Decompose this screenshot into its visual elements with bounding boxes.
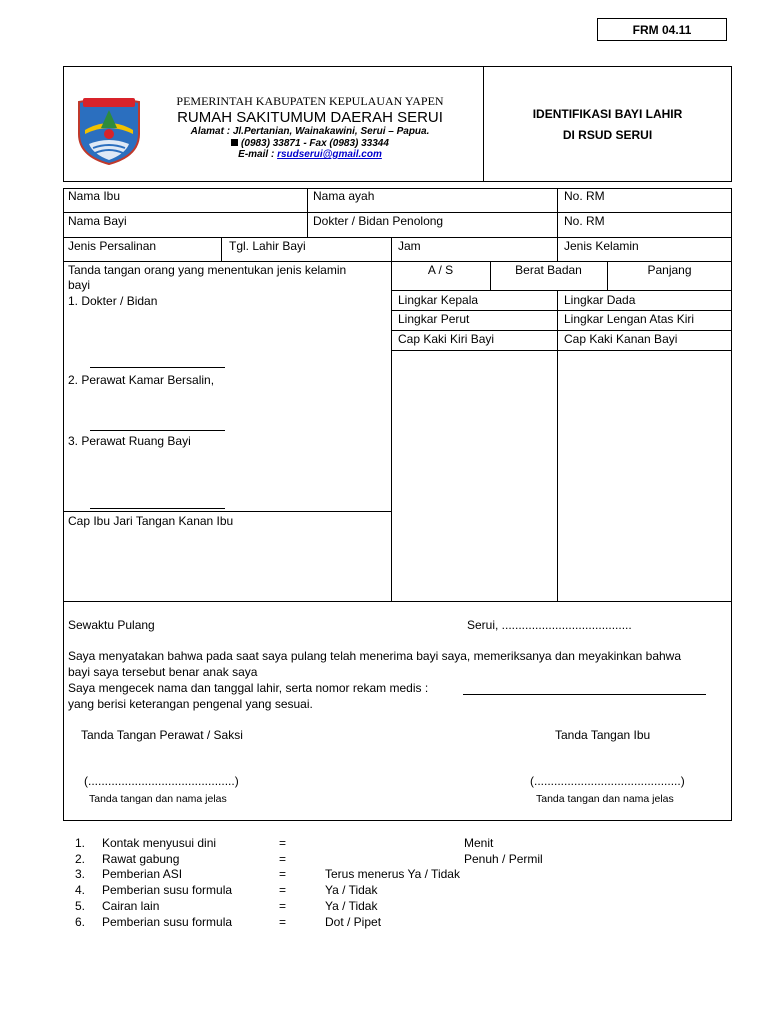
form-title-line1: IDENTIFIKASI BAYI LAHIR xyxy=(532,107,683,121)
sign-item-2: 2. Perawat Kamar Bersalin, xyxy=(68,373,215,387)
list-item-label: Kontak menyusui dini xyxy=(102,836,217,850)
hospital-email-line xyxy=(150,149,470,161)
list-item-value: Dot / Pipet xyxy=(325,915,382,929)
list-item-eq: = xyxy=(279,883,287,897)
sign-intro: Tanda tangan orang yang menentukan jenis kelamin xyxy=(68,263,347,277)
list-item-num: 1. xyxy=(75,836,86,850)
label-lingkar-perut: Lingkar Perut xyxy=(398,312,470,326)
discharge-title: Sewaktu Pulang xyxy=(68,618,155,632)
label-panjang: Panjang xyxy=(647,263,692,277)
government-name: PEMERINTAH KABUPATEN KEPULAUAN YAPEN xyxy=(176,94,444,108)
label-lingkar-lengan: Lingkar Lengan Atas Kiri xyxy=(564,312,695,326)
form-title-line2: DI RSUD SERUI xyxy=(562,128,653,142)
phone-icon xyxy=(231,139,238,146)
regency-logo-icon xyxy=(73,94,145,166)
hospital-address: Alamat : Jl.Pertanian, Wainakawini, Serui – Papua. xyxy=(190,126,430,137)
sign-intro-2: bayi xyxy=(68,278,91,292)
label-no-rm-2: No. RM xyxy=(564,214,605,228)
discharge-statement-1: Saya menyatakan bahwa pada saat saya pulang telah menerima bayi saya, memeriksanya dan meyakinkan bahwa xyxy=(68,649,682,663)
list-item-label: Pemberian ASI xyxy=(102,867,183,881)
list-item-num: 3. xyxy=(75,867,86,881)
list-item-value: Penuh / Permil xyxy=(464,852,543,866)
signature-line-2[interactable] xyxy=(90,430,225,431)
list-item-value: Ya / Tidak xyxy=(325,899,378,913)
form-code: FRM 04.11 xyxy=(632,23,692,37)
label-lingkar-kepala: Lingkar Kepala xyxy=(398,293,479,307)
sig-mother-dots[interactable]: (............................................) xyxy=(530,774,685,788)
list-item-label: Pemberian susu formula xyxy=(102,883,233,897)
label-as: A / S xyxy=(427,263,454,277)
signature-line-3[interactable] xyxy=(90,508,225,509)
sign-item-3: 3. Perawat Ruang Bayi xyxy=(68,434,191,448)
label-no-rm-1: No. RM xyxy=(564,189,605,203)
label-nama-ayah: Nama ayah xyxy=(313,189,375,203)
email-label: E-mail : xyxy=(238,149,275,160)
discharge-statement-4: yang berisi keterangan pengenal yang sesuai. xyxy=(68,697,313,711)
list-item-num: 4. xyxy=(75,883,86,897)
label-nama-ibu: Nama Ibu xyxy=(68,189,121,203)
form-main-box xyxy=(63,188,732,821)
discharge-statement-2: bayi saya tersebut benar anak saya xyxy=(68,665,258,679)
label-berat-badan: Berat Badan xyxy=(515,263,582,277)
list-item-eq: = xyxy=(279,915,287,929)
list-item-num: 5. xyxy=(75,899,86,913)
list-item-label: Pemberian susu formula xyxy=(102,915,233,929)
list-item-label: Rawat gabung xyxy=(102,852,180,866)
email-link[interactable]: rsudserui@gmail.com xyxy=(277,149,382,160)
sig-nurse-caption: Tanda tangan dan nama jelas xyxy=(89,793,227,805)
label-jenis-kelamin: Jenis Kelamin xyxy=(564,239,639,253)
label-tgl-lahir: Tgl. Lahir Bayi xyxy=(229,239,306,253)
label-lingkar-dada: Lingkar Dada xyxy=(564,293,636,307)
rm-number-line[interactable] xyxy=(463,694,706,695)
label-cap-kaki-kiri: Cap Kaki Kiri Bayi xyxy=(398,332,495,346)
sig-mother-caption: Tanda tangan dan nama jelas xyxy=(536,793,674,805)
label-dokter-bidan: Dokter / Bidan Penolong xyxy=(313,214,444,228)
label-jam: Jam xyxy=(398,239,421,253)
list-item-eq: = xyxy=(279,867,287,881)
list-item-eq: = xyxy=(279,852,287,866)
sig-nurse-dots[interactable]: (............................................) xyxy=(84,774,239,788)
label-cap-kaki-kanan: Cap Kaki Kanan Bayi xyxy=(564,332,678,346)
hospital-phone: (0983) 33871 - Fax (0983) 33344 xyxy=(241,138,389,149)
list-item-label: Cairan lain xyxy=(102,899,160,913)
label-nama-bayi: Nama Bayi xyxy=(68,214,127,228)
list-item-num: 2. xyxy=(75,852,86,866)
list-item-eq: = xyxy=(279,899,287,913)
list-item-eq: = xyxy=(279,836,287,850)
list-item-value: Terus menerus Ya / Tidak xyxy=(325,867,460,881)
list-item-value: Ya / Tidak xyxy=(325,883,378,897)
sign-item-1: 1. Dokter / Bidan xyxy=(68,294,158,308)
sig-nurse-label: Tanda Tangan Perawat / Saksi xyxy=(81,728,243,742)
list-item-num: 6. xyxy=(75,915,86,929)
hospital-name: RUMAH SAKITUMUM DAERAH SERUI xyxy=(177,109,443,126)
list-item-value: Menit xyxy=(464,836,494,850)
discharge-place-date: Serui, ....................................... xyxy=(467,618,632,632)
cap-ibu-label: Cap Ibu Jari Tangan Kanan Ibu xyxy=(68,514,234,528)
label-jenis-persalinan: Jenis Persalinan xyxy=(68,239,157,253)
discharge-statement-3: Saya mengecek nama dan tanggal lahir, serta nomor rekam medis : xyxy=(68,681,429,695)
signature-line-1[interactable] xyxy=(90,367,225,368)
sig-mother-label: Tanda Tangan Ibu xyxy=(555,728,651,742)
